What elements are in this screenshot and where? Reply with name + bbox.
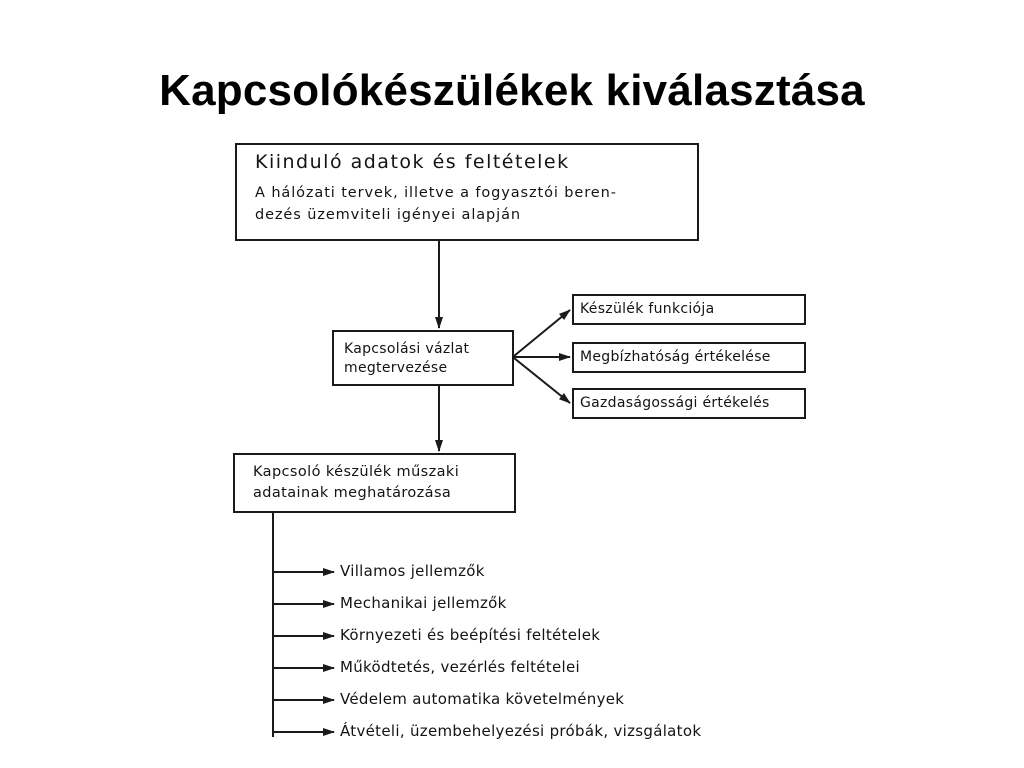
design-box-line-2: megtervezése xyxy=(344,360,448,376)
start-box-line-2: dezés üzemviteli igényei alapján xyxy=(255,207,521,223)
technical-spec-box xyxy=(233,453,516,513)
design-box-line-1: Kapcsolási vázlat xyxy=(344,341,470,357)
output-item-environment: Környezeti és beépítési feltételek xyxy=(340,626,601,644)
start-box-heading: Kiinduló adatok és feltételek xyxy=(255,151,570,173)
circuit-design-box xyxy=(332,330,514,386)
arrow-design-to-side-3 xyxy=(514,358,570,403)
output-item-operation: Működtetés, vezérlés feltételei xyxy=(340,658,580,676)
side-box-reliability xyxy=(572,342,806,373)
arrow-design-to-side-1 xyxy=(514,310,570,356)
start-conditions-box xyxy=(235,143,699,241)
side-box-label: Készülék funkciója xyxy=(580,301,715,317)
output-item-protection: Védelem automatika követelmények xyxy=(340,690,625,708)
side-box-label: Megbízhatóság értékelése xyxy=(580,349,771,365)
output-item-mechanical: Mechanikai jellemzők xyxy=(340,594,507,612)
output-item-electrical: Villamos jellemzők xyxy=(340,562,485,580)
spec-box-line-1: Kapcsoló készülék műszaki xyxy=(253,464,460,480)
page-title: Kapcsolókészülékek kiválasztása xyxy=(159,66,865,115)
output-item-acceptance: Átvételi, üzembehelyezési próbák, vizsgálatok xyxy=(340,722,702,740)
side-box-economy xyxy=(572,388,806,419)
side-box-label: Gazdaságossági értékelés xyxy=(580,395,770,411)
side-box-function xyxy=(572,294,806,325)
start-box-line-1: A hálózati tervek, illetve a fogyasztói beren- xyxy=(255,185,617,201)
spec-box-line-2: adatainak meghatározása xyxy=(253,485,452,501)
